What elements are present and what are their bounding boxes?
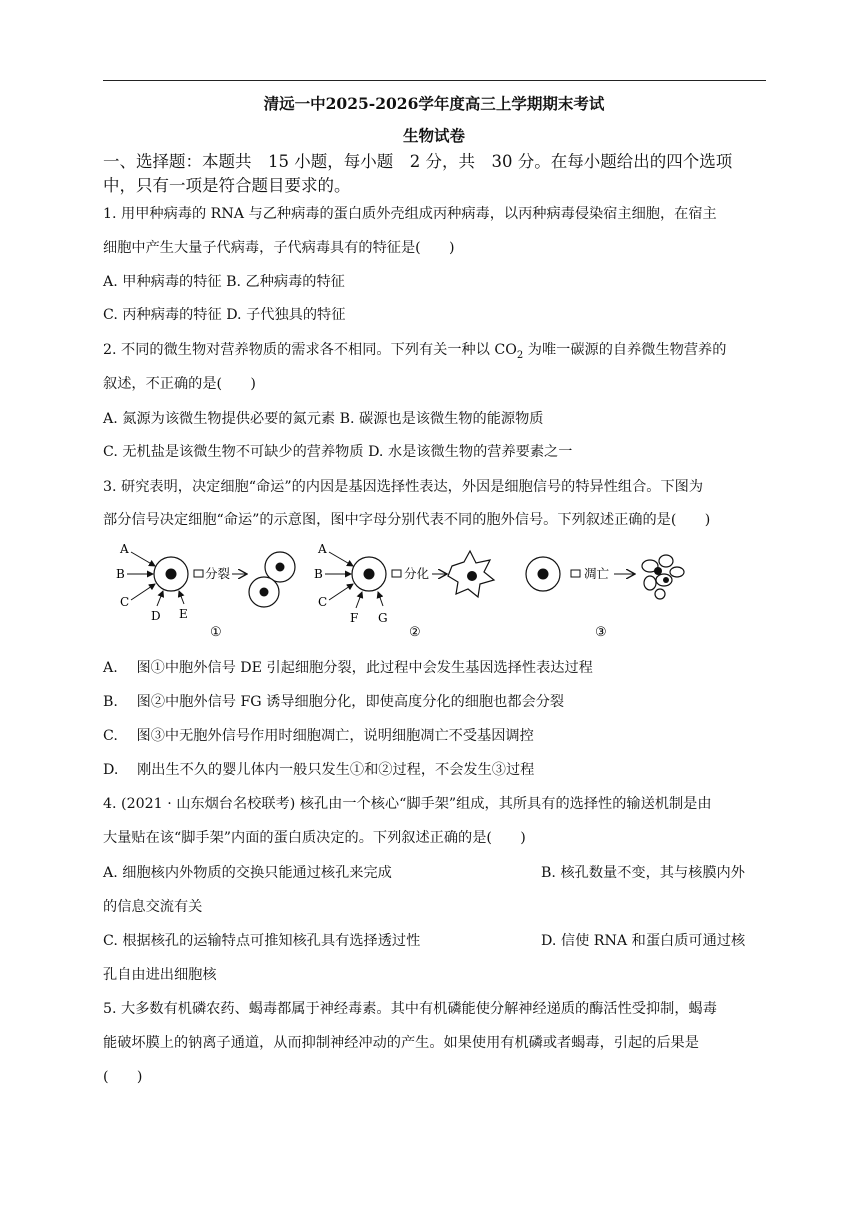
q2-stem-2: 叙述，不正确的是( ) — [103, 376, 256, 392]
q5-stem-3: ( ) — [103, 1069, 143, 1085]
section-instruction-2: 中，只有一项是符合题目要求的。 — [103, 176, 351, 195]
signal-f-2: F — [350, 611, 359, 625]
q2-stem-1 — [103, 340, 726, 366]
header-rule — [103, 80, 766, 81]
panel-1-label: ① — [210, 625, 222, 640]
signal-c-1: C — [120, 595, 130, 609]
signal-d-1: D — [151, 609, 161, 623]
q3-stem-1: 3. 研究表明，决定细胞“命运”的内因是基因选择性表达，外因是细胞信号的特异性组合。下图为 — [103, 479, 704, 495]
signal-b-1: B — [116, 567, 125, 581]
signal-g-2: G — [378, 611, 388, 625]
q1-options-ab: A. 甲种病毒的特征 B. 乙种病毒的特征 — [103, 274, 345, 290]
process-apoptosis-label: 凋亡 — [584, 566, 610, 581]
panel-3-label: ③ — [595, 625, 607, 640]
q4-option-d-2: 孔自由进出细胞核 — [103, 967, 217, 983]
signal-b-2: B — [314, 567, 323, 581]
q2-stem-1b: 为唯一碳源的自养微生物营养的 — [523, 342, 727, 358]
panel-2-differentiation — [314, 542, 494, 640]
process-differentiation-label: 分化 — [404, 566, 430, 581]
q1-options-cd: C. 丙种病毒的特征 D. 子代独具的特征 — [103, 307, 346, 323]
cell-fate-figure — [0, 535, 868, 647]
panel-2-label: ② — [409, 625, 421, 640]
exam-subtitle: 生物试卷 — [402, 126, 465, 145]
q1-stem-1: 1. 用甲种病毒的 RNA 与乙种病毒的蛋白质外壳组成丙种病毒，以丙种病毒侵染宿主细胞，在宿主 — [103, 206, 717, 222]
q4-option-b-1: B. 核孔数量不变，其与核膜内外 — [541, 865, 745, 881]
signal-e-1: E — [179, 607, 188, 621]
q4-option-c: C. 根据核孔的运输特点可推知核孔具有选择透过性 — [103, 933, 421, 949]
co2-subscript: 2 — [516, 349, 524, 361]
q3-option-c: C. 图③中无胞外信号作用时细胞凋亡，说明细胞凋亡不受基因调控 — [103, 728, 534, 744]
q4-stem-1: 4. (2021 · 山东烟台名校联考) 核孔由一个核心“脚手架”组成，其所具有的选择性的输送机制是由 — [103, 796, 712, 812]
process-division-label: 分裂 — [205, 566, 231, 581]
signal-a-2: A — [318, 542, 327, 556]
q4-option-d-1: D. 信使 RNA 和蛋白质可通过核 — [541, 933, 746, 949]
q4-option-a: A. 细胞核内外物质的交换只能通过核孔来完成 — [103, 865, 392, 881]
q4-option-b-2: 的信息交流有关 — [103, 899, 203, 915]
q5-stem-2: 能破坏膜上的钠离子通道，从而抑制神经冲动的产生。如果使用有机磷或者蝎毒，引起的后果是 — [103, 1035, 699, 1051]
q3-option-b: B. 图②中胞外信号 FG 诱导细胞分化，即使高度分化的细胞也都会分裂 — [103, 694, 565, 710]
q1-stem-2: 细胞中产生大量子代病毒，子代病毒具有的特征是( ) — [103, 240, 455, 256]
q3-option-a: A. 图①中胞外信号 DE 引起细胞分裂，此过程中会发生基因选择性表达过程 — [103, 660, 593, 676]
q3-stem-2: 部分信号决定细胞“命运”的示意图，图中字母分别代表不同的胞外信号。下列叙述正确的是( ) — [103, 512, 711, 528]
apoptotic-bodies — [642, 555, 684, 599]
q5-stem-1: 5. 大多数有机磷农药、蝎毒都属于神经毒素。其中有机磷能使分解神经递质的酶活性受抑制，蝎毒 — [103, 1001, 717, 1017]
exam-title: 清远一中2025-2026学年度高三上学期期末考试 — [263, 94, 605, 113]
panel-3-apoptosis — [526, 555, 684, 640]
q4-stem-2: 大量贴在该“脚手架”内面的蛋白质决定的。下列叙述正确的是( ) — [103, 830, 526, 846]
q3-option-d: D. 刚出生不久的婴儿体内一般只发生①和②过程，不会发生③过程 — [103, 762, 535, 778]
q2-options-cd: C. 无机盐是该微生物不可缺少的营养物质 D. 水是该微生物的营养要素之一 — [103, 444, 573, 460]
q2-stem-1a: 2. 不同的微生物对营养物质的需求各不相同。下列有关一种以 CO — [103, 342, 517, 358]
panel-1-division — [116, 542, 295, 640]
signal-c-2: C — [318, 595, 328, 609]
signal-a-1: A — [120, 542, 129, 556]
section-instruction-1: 一、选择题：本题共 15 小题，每小题 2 分，共 30 分。在每小题给出的四个选项 — [103, 152, 733, 171]
q2-options-ab: A. 氮源为该微生物提供必要的氮元素 B. 碳源也是该微生物的能源物质 — [103, 411, 544, 427]
